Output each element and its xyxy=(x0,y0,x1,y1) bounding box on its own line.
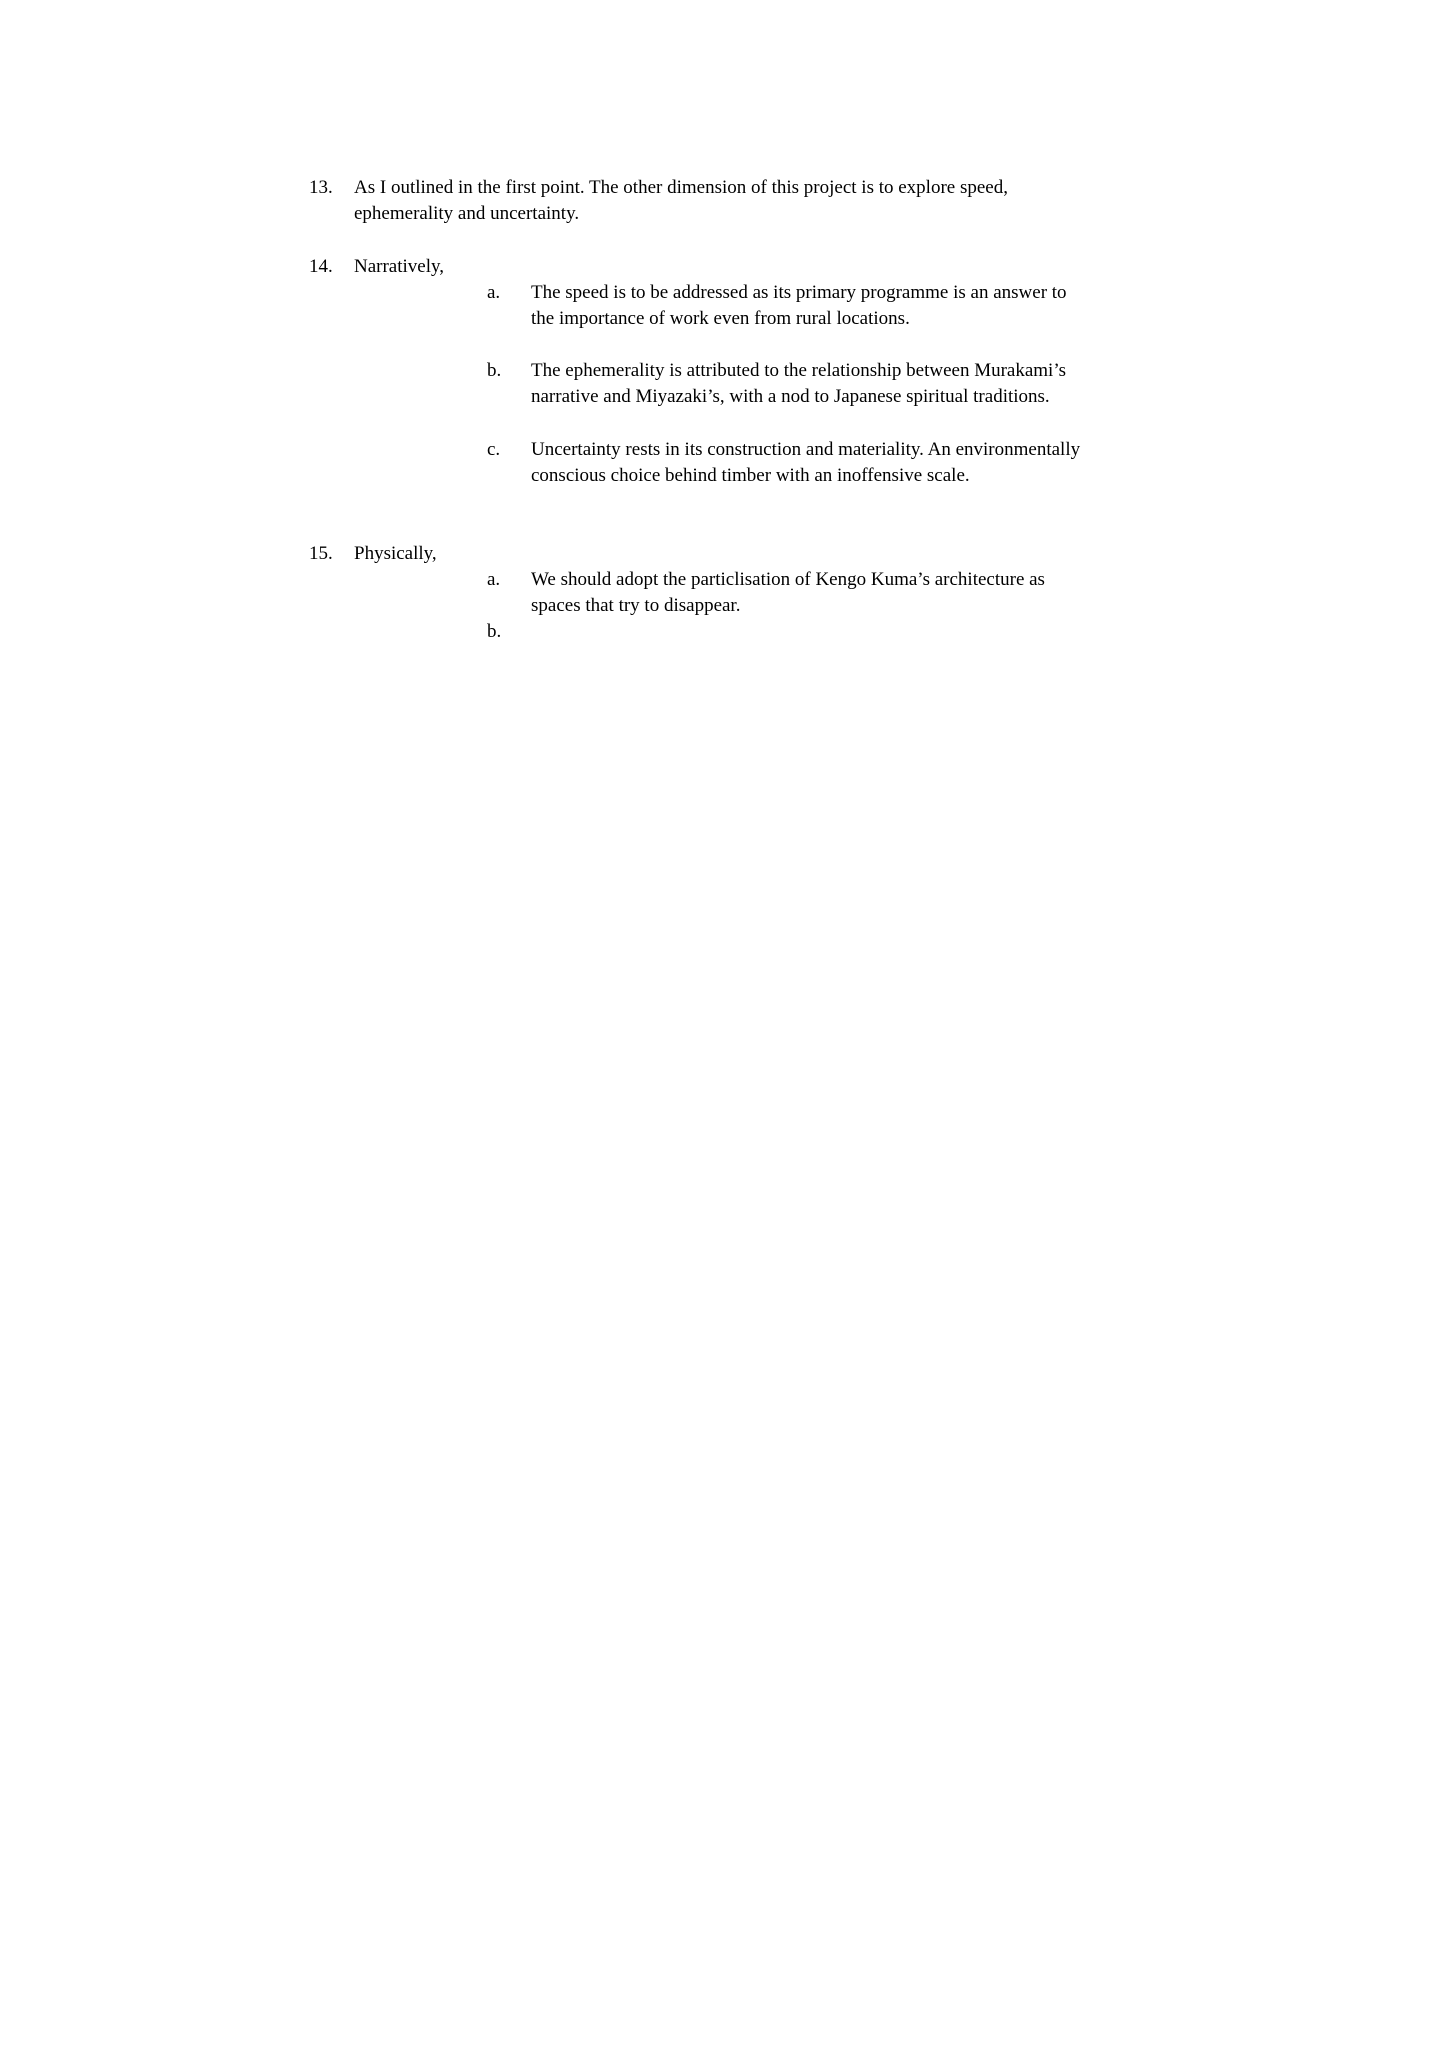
item-14-lead: Narratively, xyxy=(354,256,445,277)
item-14-subitem-a-line-1: The speed is to be addressed as its primary programme is an answer to xyxy=(531,282,1067,303)
item-14-subitem-b-line-1: The ephemerality is attributed to the relationship between Murakami’s xyxy=(531,360,1067,381)
item-15-lead: Physically, xyxy=(354,543,437,564)
item-13-line-2: ephemerality and uncertainty. xyxy=(354,203,580,224)
item-14-subitem-a-letter: a. xyxy=(487,282,501,303)
item-14-subitem-c-line-1: Uncertainty rests in its construction and materiality. An environmentally xyxy=(531,439,1081,460)
item-13-line-1: As I outlined in the first point. The other dimension of this project is to explore speed, xyxy=(354,177,1008,198)
item-number-14: 14. xyxy=(309,256,333,277)
item-14-subitem-b-letter: b. xyxy=(487,360,502,381)
item-14-subitem-c-line-2: conscious choice behind timber with an inoffensive scale. xyxy=(531,465,970,486)
item-15-subitem-b-letter: b. xyxy=(487,621,502,642)
item-14-subitem-c-letter: c. xyxy=(487,439,501,460)
item-number-15: 15. xyxy=(309,543,333,564)
item-15-subitem-a-line-2: spaces that try to disappear. xyxy=(531,595,741,616)
item-14-subitem-a-line-2: the importance of work even from rural locations. xyxy=(531,308,910,329)
item-15-subitem-a-line-1: We should adopt the particlisation of Kengo Kuma’s architecture as xyxy=(531,569,1045,590)
item-15-subitem-a-letter: a. xyxy=(487,569,501,590)
item-14-subitem-b-line-2: narrative and Miyazaki’s, with a nod to Japanese spiritual traditions. xyxy=(531,386,1050,407)
item-number-13: 13. xyxy=(309,177,333,198)
